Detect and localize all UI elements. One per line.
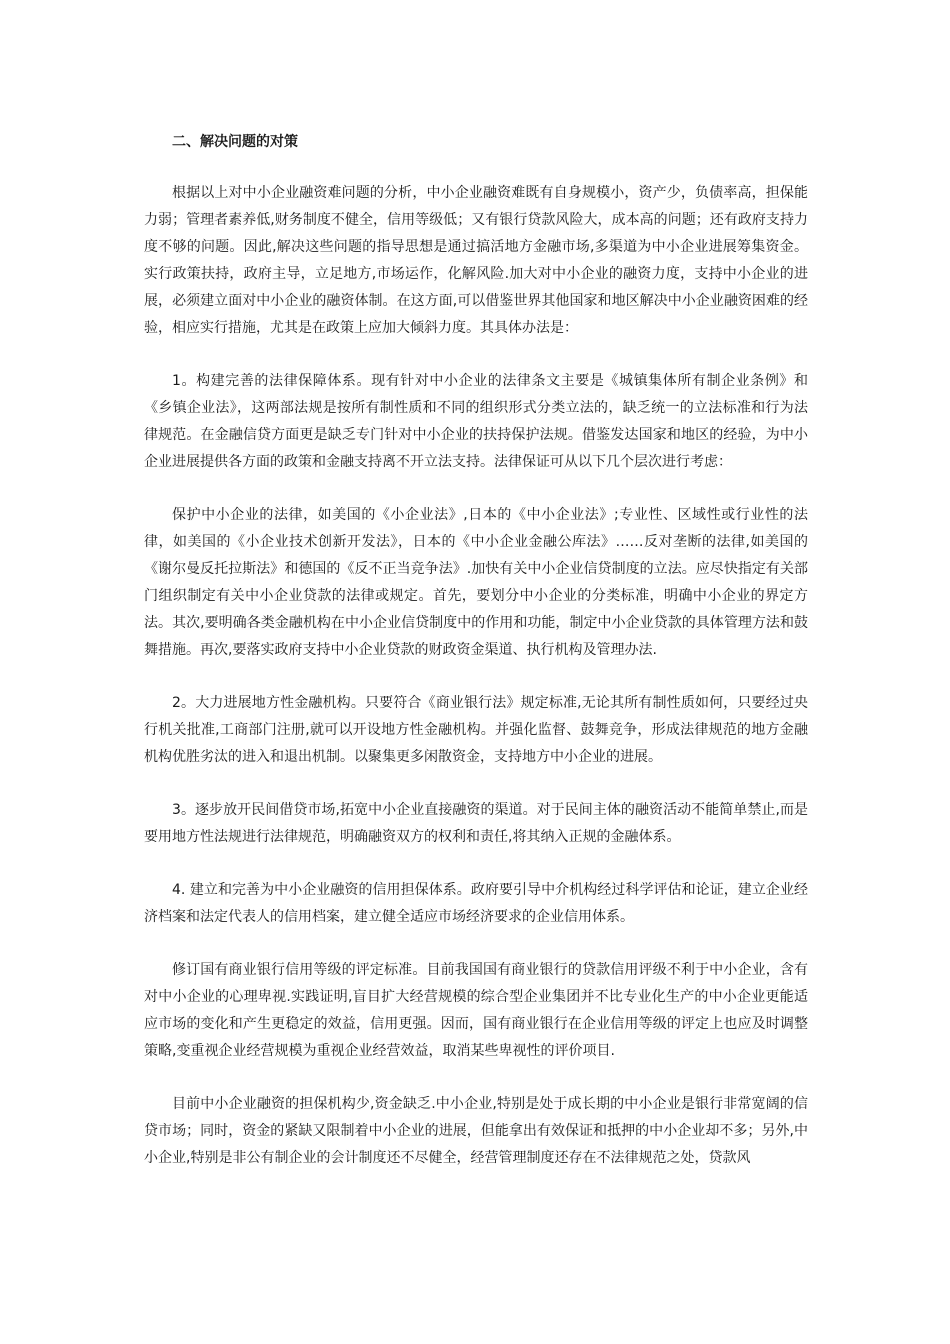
paragraph-guarantee-agencies: 目前中小企业融资的担保机构少,资金缺乏.中小企业,特别是处于成长期的中小企业是银行非常宽阔的信贷市场；同时，资金的紧缺又限制着中小企业的进展，但能拿出有效保证和抵押的中小企业却不多；另外,中小企业,特别是非公有制企业的会计制度还不尽健全，经营管理制度还存在不法律规范之处，贷款风 xyxy=(144,1096,808,1166)
document-body xyxy=(144,128,808,1198)
paragraph-legal-system: 1。构建完善的法律保障体系。现有针对中小企业的法律条文主要是《城镇集体所有制企业条例》和《乡镇企业法》，这两部法规是按所有制性质和不同的组织形式分类立法的，缺乏统一的立法标准和行为法律规范。在金融信贷方面更是缺乏专门针对中小企业的扶持保护法规。借鉴发达国家和地区的经验，为中小企业进展提供各方面的政策和金融支持离不开立法支持。法律保证可从以下几个层次进行考虑： xyxy=(144,373,808,470)
paragraph-credit-rating: 修订国有商业银行信用等级的评定标准。目前我国国有商业银行的贷款信用评级不利于中小企业，含有对中小企业的心理卑视.实践证明,盲目扩大经营规模的综合型企业集团并不比专业化生产的中小企业更能适应市场的变化和产生更稳定的效益，信用更强。因而，国有商业银行在企业信用等级的评定上也应及时调整策略,变重视企业经营规模为重视企业经营效益，取消某些卑视性的评价项目. xyxy=(144,962,808,1059)
paragraph-local-finance: 2。大力进展地方性金融机构。只要符合《商业银行法》规定标准,无论其所有制性质如何，只要经过央行机关批准,工商部门注册,就可以开设地方性金融机构。并强化监督、鼓舞竞争，形成法律规范的地方金融机构优胜劣汰的进入和退出机制。以聚集更多闲散资金，支持地方中小企业的进展。 xyxy=(144,695,808,765)
paragraph-private-lending: 3。逐步放开民间借贷市场,拓宽中小企业直接融资的渠道。对于民间主体的融资活动不能简单禁止,而是要用地方性法规进行法律规范，明确融资双方的权利和责任,将其纳入正规的金融体系。 xyxy=(144,802,808,845)
section-heading: 二、解决问题的对策 xyxy=(172,134,298,150)
paragraph-credit-guarantee: 4. 建立和完善为中小企业融资的信用担保体系。政府要引导中介机构经过科学评估和论证，建立企业经济档案和法定代表人的信用档案，建立健全适应市场经济要求的企业信用体系。 xyxy=(144,882,808,925)
paragraph-analysis: 根据以上对中小企业融资难问题的分析，中小企业融资难既有自身规模小，资产少，负债率高，担保能力弱；管理者素养低,财务制度不健全，信用等级低；又有银行贷款风险大，成本高的问题；还有政府支持力度不够的问题。因此,解决这些问题的指导思想是通过搞活地方金融市场,多渠道为中小企业进展筹集资金。实行政策扶持，政府主导，立足地方,市场运作，化解风险.加大对中小企业的融资力度，支持中小企业的进展，必须建立面对中小企业的融资体制。在这方面,可以借鉴世界其他国家和地区解决中小企业融资困难的经验，相应实行措施，尤其是在政策上应加大倾斜力度。其具体办法是： xyxy=(144,185,808,336)
paragraph-legal-protection: 保护中小企业的法律，如美国的《小企业法》,日本的《中小企业法》;专业性、区域性或行业性的法律，如美国的《小企业技术创新开发法》，日本的《中小企业金融公库法》……反对垄断的法律,如美国的《谢尔曼反托拉斯法》和德国的《反不正当竞争法》.加快有关中小企业信贷制度的立法。应尽快指定有关部门组织制定有关中小企业贷款的法律或规定。首先，要划分中小企业的分类标准，明确中小企业的界定方法。其次,要明确各类金融机构在中小企业信贷制度中的作用和功能，制定中小企业贷款的具体管理方法和鼓舞措施。再次,要落实政府支持中小企业贷款的财政资金渠道、执行机构及管理办法. xyxy=(144,507,808,658)
